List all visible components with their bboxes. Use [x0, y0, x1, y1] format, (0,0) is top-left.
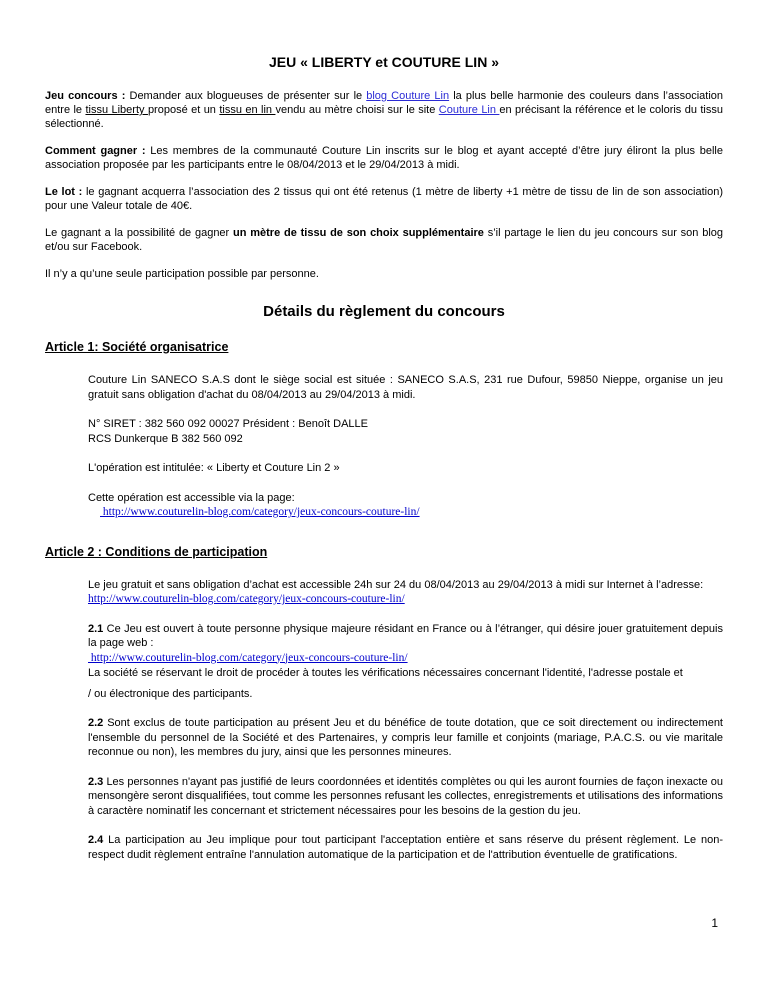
intro-p3-text: le gagnant acquerra l’association des 2 tissus qui ont été retenus (1 mètre de liberty +1 mètre de tissu de lin de son association) pour une Valeur totale de 40€. [45, 186, 723, 212]
intro-paragraph-participation-unique: Il n’y a qu’une seule participation possible par personne. [45, 268, 319, 280]
document-title: JEU « LIBERTY et COUTURE LIN » [268, 54, 499, 70]
page-number: 1 [711, 916, 718, 930]
article1-paragraph-societe: Couture Lin SANECO S.A.S dont le siège social est située : SANECO S.A.S, 231 rue Dufour, 59850 Nieppe, organise un jeu gratuit sans obligation d'achat du 08/04/2013 au 29/04/2013 à midi. [88, 374, 723, 401]
section-2-4-text: La participation au Jeu implique pour tout participant l'acceptation entière et sans réserve du présent règlement. Le non-respect dudit règlement entraîne l'annulation automatique de la participation et de l'attribution éventuelle de gratifications. [88, 834, 723, 861]
section-2-3-number: 2.3 [88, 775, 104, 788]
article-1-heading: Article 1: Société organisatrice [45, 340, 229, 354]
article1-access-page-line: Cette opération est accessible via la page: [88, 491, 295, 504]
intro-p4-text-1: Le gagnant a la possibilité de gagner [45, 227, 234, 239]
article1-rcs-line: RCS Dunkerque B 382 560 092 [88, 432, 243, 445]
section-2-4-number: 2.4 [88, 834, 104, 846]
tissu-en-lin-underlined: tissu en lin [219, 104, 276, 116]
article2-section-2-4 [88, 833, 723, 862]
article1-contest-url-link[interactable]: http://www.couturelin-blog.com/category/jeux-concours-couture-lin/ [100, 506, 420, 518]
le-lot-label: Le lot : [45, 186, 83, 198]
intro-p1-text-1: Demander aux blogueuses de présenter sur le [125, 90, 367, 102]
section-2-1-number: 2.1 [88, 622, 104, 635]
couture-lin-link[interactable]: Couture Lin [438, 104, 500, 116]
intro-p2-text: Les membres de la communauté Couture Lin inscrits sur le blog et ayant accepté d’être jury éliront la plus belle association proposée par les participants entre le 08/04/2013 et le 29/04/2013 à midi. [45, 145, 723, 171]
details-reglement-heading: Détails du règlement du concours [263, 303, 505, 320]
article2-section-2-2 [88, 716, 723, 760]
section-2-1-continuation-a: La société se réservant le droit de procéder à toutes les vérifications nécessaires concernant l'identité, l'adresse postale et [88, 667, 683, 679]
intro-p1-text-4: vendu au mètre choisi sur le site [275, 104, 439, 116]
article2-contest-url-link-2[interactable]: http://www.couturelin-blog.com/category/jeux-concours-couture-lin/ [88, 651, 408, 664]
intro-paragraph-le-lot [45, 185, 723, 213]
section-2-1-text: Ce Jeu est ouvert à toute personne physique majeure résidant en France ou à l’étranger, qui désire jouer gratuitement depuis la page web : [88, 622, 723, 649]
article-2-heading: Article 2 : Conditions de participation [45, 544, 268, 559]
blog-couture-lin-link[interactable]: blog Couture Lin [366, 90, 450, 102]
comment-gagner-label: Comment gagner : [45, 145, 146, 157]
intro-paragraph-comment-gagner [45, 144, 723, 172]
article2-paragraph-acces: Le jeu gratuit et sans obligation d’achat est accessible 24h sur 24 du 08/04/2013 au 29/04/2013 à midi sur Internet à l’adresse: [88, 578, 704, 591]
section-2-3-text: Les personnes n'ayant pas justifié de leurs coordonnées et identités complètes ou qui les auront fournies de façon inexacte ou mensongère seront disqualifiées, tout comme les personnes refusant les collectes, enregistrements et utilisations des informations à caractère nominatif les concernant et strictement nécessaires pour les besoins de la gestion du jeu. [88, 775, 723, 817]
intro-p4-bold: un mètre de tissu de son choix supplémentaire [233, 227, 484, 239]
article1-operation-title-line: L'opération est intitulée: « Liberty et Couture Lin 2 » [88, 462, 340, 474]
intro-p1-text-5: en précisant la référence et le coloris du tissu sélectionné. [45, 104, 723, 130]
intro-paragraph-jeu-concours [45, 89, 723, 131]
intro-p1-text-3: proposé et un [147, 104, 220, 116]
section-2-2-text: Sont exclus de toute participation au présent Jeu et du bénéfice de toute dotation, que ce soit directement ou indirectement l'ensemble du personnel de la Société et des Partenaires, y compris leur famille et conjoints (mariage, P.A.C.S. ou vie maritale reconnue ou non), les membres du jury, ainsi que les personnes mineures. [88, 717, 723, 758]
article1-url-line [100, 505, 723, 520]
intro-p1-text-2: la plus belle harmonie des couleurs dans l’association entre le [45, 90, 723, 116]
jeu-concours-label: Jeu concours : [45, 90, 126, 102]
article2-url-line-1 [88, 592, 723, 607]
article1-siret-line: N° SIRET : 382 560 092 00027 Président : Benoît DALLE [88, 418, 368, 430]
article2-contest-url-link-1[interactable]: http://www.couturelin-blog.com/category/jeux-concours-couture-lin/ [88, 593, 405, 605]
tissu-liberty-underlined: tissu Liberty [85, 104, 148, 116]
section-2-1-continuation-b: / ou électronique des participants. [88, 687, 253, 700]
intro-paragraph-bonus [45, 226, 723, 254]
article2-url-line-2 [88, 651, 723, 666]
intro-p4-text-2: s’il partage le lien du jeu concours sur son blog et/ou sur Facebook. [45, 227, 724, 253]
article2-section-2-3 [88, 775, 723, 819]
section-2-2-number: 2.2 [88, 717, 104, 729]
article2-section-2-1 [88, 622, 723, 651]
